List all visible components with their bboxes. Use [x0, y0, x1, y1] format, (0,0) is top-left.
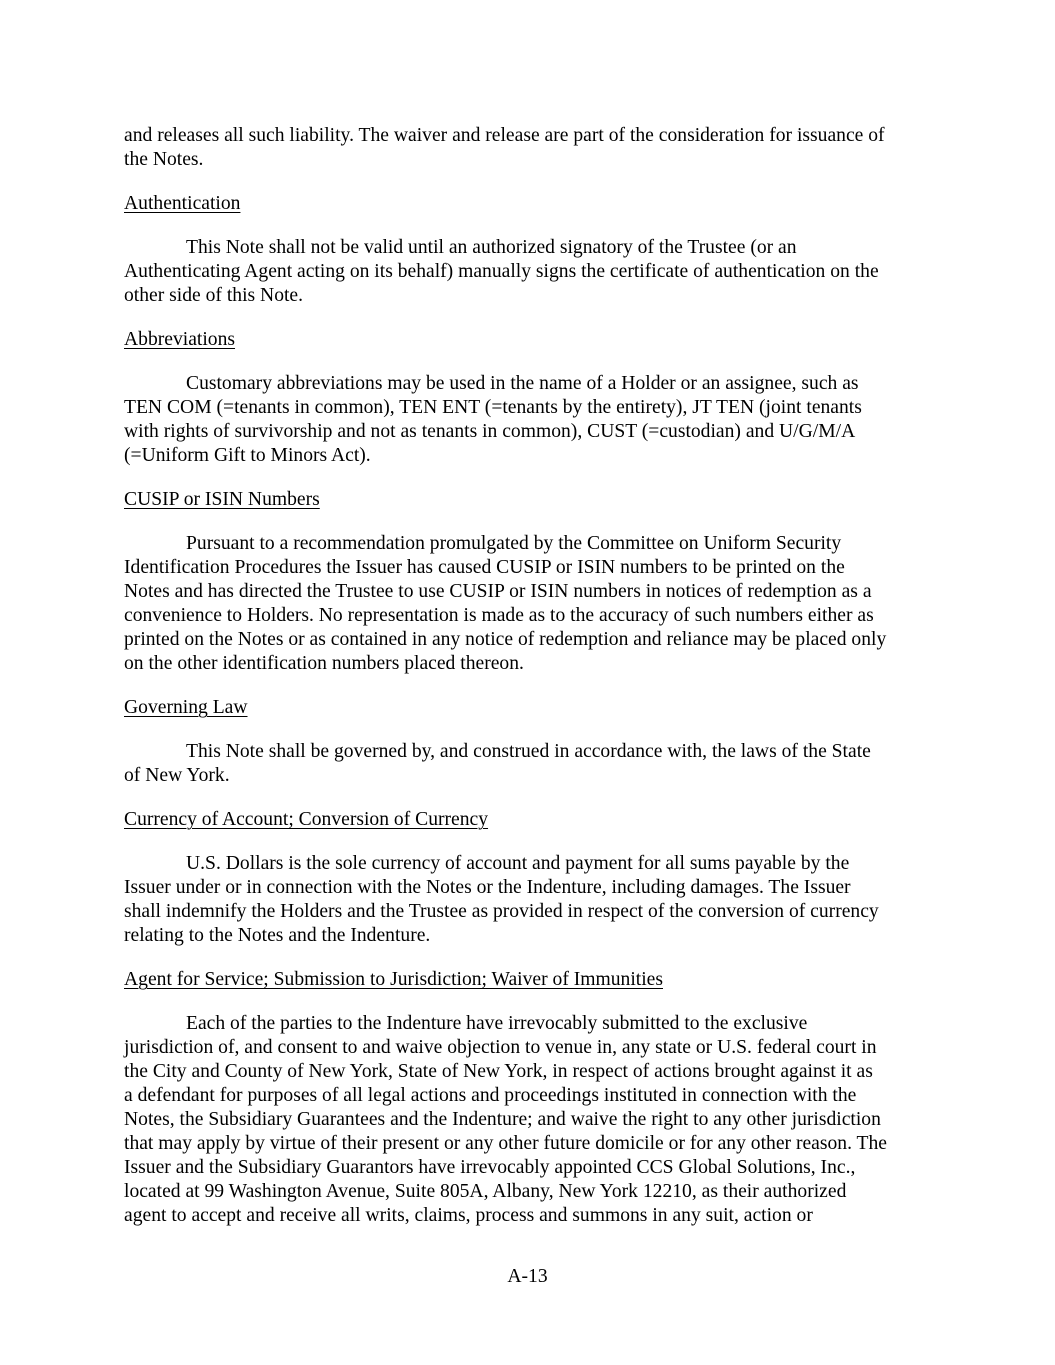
paragraph-line: agent to accept and receive all writs, claims, process and summons in any suit, action or — [124, 1205, 813, 1226]
paragraph-line: located at 99 Washington Avenue, Suite 805A, Albany, New York 12210, as their authorized — [124, 1181, 847, 1202]
paragraph-line: Notes and has directed the Trustee to use CUSIP or ISIN numbers in notices of redemption as a — [124, 581, 872, 602]
section-body-authentication — [124, 236, 934, 308]
paragraph-line: Notes, the Subsidiary Guarantees and the Indenture; and waive the right to any other jurisdiction — [124, 1109, 881, 1130]
paragraph-line: (=Uniform Gift to Minors Act). — [124, 445, 371, 466]
section-body-cusip-isin — [124, 532, 934, 676]
section-heading-agent-for-service: Agent for Service; Submission to Jurisdiction; Waiver of Immunities — [124, 969, 663, 990]
paragraph-line: a defendant for purposes of all legal actions and proceedings instituted in connection with the — [124, 1085, 857, 1106]
section-heading-abbreviations: Abbreviations — [124, 329, 236, 350]
paragraph-line: Each of the parties to the Indenture have irrevocably submitted to the exclusive — [186, 1013, 808, 1034]
paragraph-line: Customary abbreviations may be used in the name of a Holder or an assignee, such as — [186, 373, 859, 394]
paragraph-line: relating to the Notes and the Indenture. — [124, 925, 431, 946]
page-number: A-13 — [507, 1266, 548, 1287]
continuation-paragraph — [124, 124, 934, 172]
paragraph-line: jurisdiction of, and consent to and waive objection to venue in, any state or U.S. federal court in — [124, 1037, 877, 1058]
section-body-agent-for-service — [124, 1012, 934, 1228]
document-page — [124, 124, 934, 1228]
paragraph-line: printed on the Notes or as contained in any notice of redemption and reliance may be placed only — [124, 629, 887, 650]
paragraph-line: on the other identification numbers placed thereon. — [124, 653, 524, 674]
paragraph-line: Identification Procedures the Issuer has caused CUSIP or ISIN numbers to be printed on the — [124, 557, 845, 578]
section-heading-governing-law: Governing Law — [124, 697, 248, 718]
paragraph-line: Pursuant to a recommendation promulgated by the Committee on Uniform Security — [186, 533, 842, 554]
paragraph-line: other side of this Note. — [124, 285, 304, 306]
paragraph-line: Issuer and the Subsidiary Guarantors have irrevocably appointed CCS Global Solutions, Inc., — [124, 1157, 856, 1178]
paragraph-line: This Note shall not be valid until an authorized signatory of the Trustee (or an — [186, 237, 797, 258]
paragraph-line: with rights of survivorship and not as tenants in common), CUST (=custodian) and U/G/M/A — [124, 421, 856, 442]
section-heading-authentication: Authentication — [124, 193, 241, 214]
paragraph-line: TEN COM (=tenants in common), TEN ENT (=tenants by the entirety), JT TEN (joint tenants — [124, 397, 862, 418]
section-heading-currency: Currency of Account; Conversion of Currency — [124, 809, 489, 830]
paragraph-line: convenience to Holders. No representation is made as to the accuracy of such numbers either as — [124, 605, 874, 626]
section-body-governing-law — [124, 740, 934, 788]
paragraph-line: shall indemnify the Holders and the Trustee as provided in respect of the conversion of currency — [124, 901, 879, 922]
paragraph-line: the City and County of New York, State of New York, in respect of actions brought against it as — [124, 1061, 873, 1082]
section-body-currency — [124, 852, 934, 948]
paragraph-line: This Note shall be governed by, and construed in accordance with, the laws of the State — [186, 741, 871, 762]
paragraph-line: of New York. — [124, 765, 230, 786]
paragraph-line: that may apply by virtue of their present or any other future domicile or for any other reason. The — [124, 1133, 887, 1154]
section-body-abbreviations — [124, 372, 934, 468]
paragraph-line: and releases all such liability. The waiver and release are part of the consideration for issuance of — [124, 125, 885, 146]
paragraph-line: Authenticating Agent acting on its behalf) manually signs the certificate of authentication on the — [124, 261, 879, 282]
section-heading-cusip-isin: CUSIP or ISIN Numbers — [124, 489, 320, 510]
paragraph-line: the Notes. — [124, 149, 204, 170]
paragraph-line: U.S. Dollars is the sole currency of account and payment for all sums payable by the — [186, 853, 850, 874]
paragraph-line: Issuer under or in connection with the Notes or the Indenture, including damages. The Issuer — [124, 877, 851, 898]
